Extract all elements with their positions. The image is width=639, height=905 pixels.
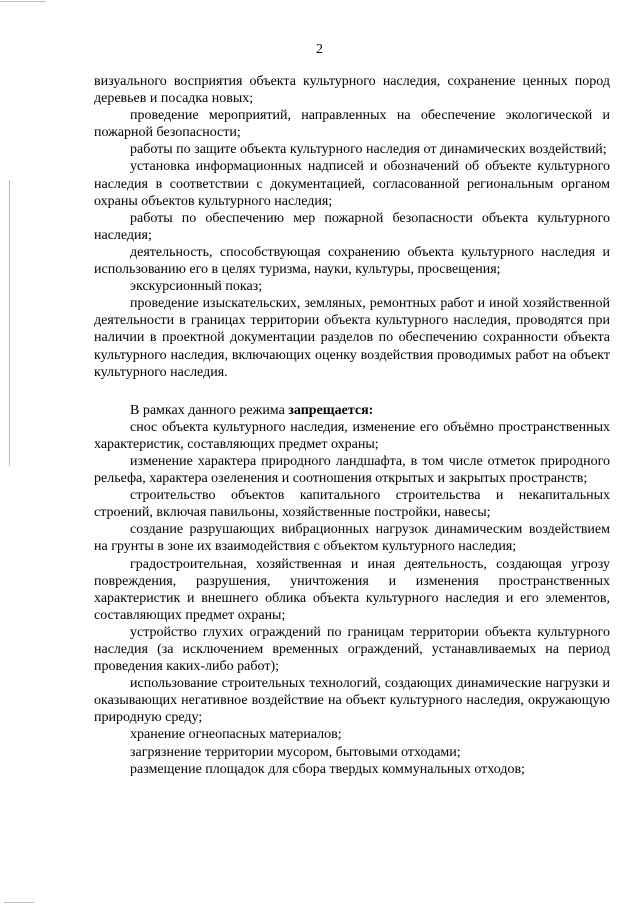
prohibited-item: использование строительных технологий, создающих динамические нагрузки и оказывающих негативное воздействие на объект культурного наследия, окружающую природную среду; [94, 676, 610, 726]
paragraph: работы по защите объекта культурного наследия от динамических воздействий; [130, 142, 607, 158]
scan-artifact-top-left [0, 1, 46, 2]
prohibited-item: устройство глухих ограждений по границам территории объекта культурного наследия (за исключением временных ограждений, устанавливаемых на период проведения каких-либо работ); [94, 624, 610, 675]
paragraph: проведение изыскательских, земляных, ремонтных работ и иной хозяйственной деятельности в границах территории объекта культурного наследия, проводятся при наличии в проектной документации разделов по обеспечению сохранности объекта культурного наследия, включающих оценку воздействия проводимых работ на объект культурного наследия. [94, 296, 610, 380]
prohibited-item: загрязнение территории мусором, бытовыми отходами; [130, 744, 461, 760]
prohibited-item: строительство объектов капитального строительства и некапитальных строений, включая павильоны, хозяйственные постройки, навесы; [94, 488, 610, 521]
document-body [94, 73, 610, 778]
paragraph: деятельность, способствующая сохранению объекта культурного наследия и использованию его в целях туризма, науки, культуры, просвещения; [94, 244, 610, 278]
paragraph: проведение мероприятий, направленных на обеспечение экологической и пожарной безопасности; [94, 108, 610, 141]
prohibited-item: снос объекта культурного наследия, изменение его объёмно пространственных характеристик, составляющих предмет охраны; [94, 419, 610, 452]
prohibition-keyword: запрещается: [288, 402, 374, 418]
scan-margin-line [9, 180, 10, 466]
prohibited-item: создание разрушающих вибрационных нагрузок динамическим воздействием на грунты в зоне их взаимодействия с объектом культурного наследия; [94, 522, 610, 555]
paragraph-spacer [94, 381, 610, 402]
paragraph: установка информационных надписей и обозначений об объекте культурного наследия в соответствии с документацией, согласованной региональным органом охраны объектов культурного наследия; [94, 159, 610, 209]
paragraph: работы по обеспечению мер пожарной безопасности объекта культурного наследия; [94, 210, 610, 243]
page-number: 2 [316, 42, 323, 57]
prohibition-intro: В рамках данного режима [130, 402, 289, 418]
paragraph: экскурсионный показ; [130, 279, 263, 295]
scan-artifact-bottom-left [4, 902, 34, 903]
prohibited-item: градостроительная, хозяйственная и иная деятельность, создающая угрозу повреждения, разрушения, уничтожения и изменения пространственных характеристик и внешнего облика объекта культурного наследия и его элементов, составляющих предмет охраны; [94, 556, 610, 623]
prohibited-item: размещение площадок для сбора твердых коммунальных отходов; [130, 761, 525, 777]
prohibition-heading [94, 402, 610, 419]
prohibited-item: хранение огнеопасных материалов; [130, 727, 342, 743]
prohibited-item: изменение характера природного ландшафта, в том числе отметок природного рельефа, характера озеленения и соотношения открытых и закрытых пространств; [94, 453, 610, 487]
paragraph-continuation: визуального восприятия объекта культурного наследия, сохранение ценных пород деревьев и посадка новых; [94, 74, 610, 107]
